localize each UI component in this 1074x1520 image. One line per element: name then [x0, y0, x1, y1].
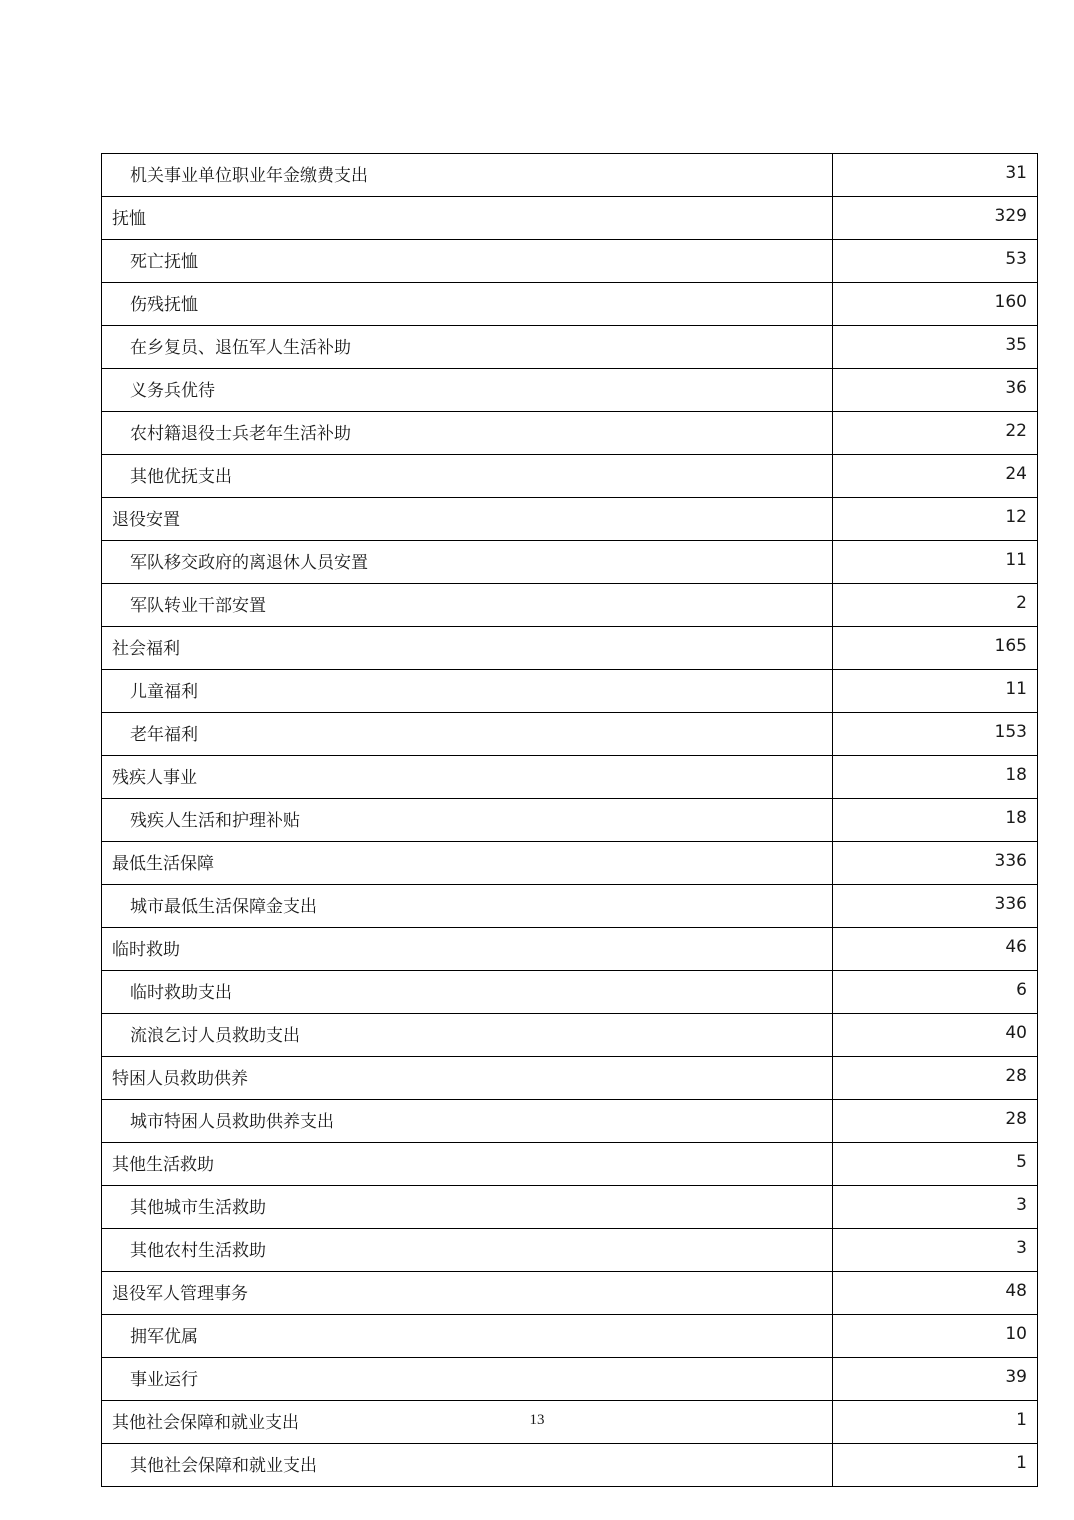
- budget-table-body: [102, 154, 1038, 1487]
- table-row: [102, 584, 1038, 627]
- row-amount: 53: [833, 240, 1038, 283]
- table-row: [102, 1057, 1038, 1100]
- row-item-name: 残疾人事业: [102, 756, 833, 799]
- row-amount: 165: [833, 627, 1038, 670]
- row-amount: 12: [833, 498, 1038, 541]
- row-amount: 28: [833, 1100, 1038, 1143]
- row-item-name: 死亡抚恤: [102, 240, 833, 283]
- row-amount: 31: [833, 154, 1038, 197]
- row-item-name: 临时救助: [102, 928, 833, 971]
- row-amount: 2: [833, 584, 1038, 627]
- table-row: [102, 1186, 1038, 1229]
- row-amount: 3: [833, 1229, 1038, 1272]
- table-row: [102, 1229, 1038, 1272]
- table-row: [102, 1272, 1038, 1315]
- row-amount: 11: [833, 541, 1038, 584]
- row-item-name: 老年福利: [102, 713, 833, 756]
- row-item-name: 抚恤: [102, 197, 833, 240]
- row-item-name: 拥军优属: [102, 1315, 833, 1358]
- table-row: [102, 756, 1038, 799]
- row-amount: 1: [833, 1444, 1038, 1487]
- table-row: [102, 1315, 1038, 1358]
- row-amount: 1: [833, 1401, 1038, 1444]
- table-row: [102, 670, 1038, 713]
- table-row: [102, 627, 1038, 670]
- row-item-name: 残疾人生活和护理补贴: [102, 799, 833, 842]
- row-item-name: 军队移交政府的离退休人员安置: [102, 541, 833, 584]
- row-amount: 329: [833, 197, 1038, 240]
- row-item-name: 义务兵优待: [102, 369, 833, 412]
- row-amount: 48: [833, 1272, 1038, 1315]
- row-amount: 39: [833, 1358, 1038, 1401]
- row-amount: 28: [833, 1057, 1038, 1100]
- row-item-name: 社会福利: [102, 627, 833, 670]
- row-amount: 3: [833, 1186, 1038, 1229]
- table-row: [102, 283, 1038, 326]
- row-amount: 36: [833, 369, 1038, 412]
- row-amount: 18: [833, 756, 1038, 799]
- row-item-name: 其他社会保障和就业支出: [102, 1444, 833, 1487]
- row-item-name: 城市最低生活保障金支出: [102, 885, 833, 928]
- row-amount: 336: [833, 842, 1038, 885]
- table-row: [102, 369, 1038, 412]
- row-item-name: 临时救助支出: [102, 971, 833, 1014]
- table-row: [102, 541, 1038, 584]
- table-row: [102, 197, 1038, 240]
- row-item-name: 军队转业干部安置: [102, 584, 833, 627]
- table-row: [102, 455, 1038, 498]
- row-item-name: 农村籍退役士兵老年生活补助: [102, 412, 833, 455]
- row-item-name: 事业运行: [102, 1358, 833, 1401]
- table-row: [102, 799, 1038, 842]
- table-row: [102, 240, 1038, 283]
- row-amount: 46: [833, 928, 1038, 971]
- table-row: [102, 498, 1038, 541]
- table-row: [102, 154, 1038, 197]
- row-item-name: 特困人员救助供养: [102, 1057, 833, 1100]
- row-item-name: 其他生活救助: [102, 1143, 833, 1186]
- table-row: [102, 412, 1038, 455]
- row-amount: 18: [833, 799, 1038, 842]
- table-row: [102, 326, 1038, 369]
- row-amount: 22: [833, 412, 1038, 455]
- table-row: [102, 885, 1038, 928]
- budget-table: [101, 153, 1038, 1487]
- row-amount: 160: [833, 283, 1038, 326]
- table-row: [102, 1100, 1038, 1143]
- row-amount: 35: [833, 326, 1038, 369]
- row-item-name: 其他城市生活救助: [102, 1186, 833, 1229]
- row-amount: 336: [833, 885, 1038, 928]
- table-row: [102, 1014, 1038, 1057]
- row-item-name: 机关事业单位职业年金缴费支出: [102, 154, 833, 197]
- table-row: [102, 928, 1038, 971]
- table-row: [102, 1143, 1038, 1186]
- row-amount: 40: [833, 1014, 1038, 1057]
- table-row: [102, 842, 1038, 885]
- row-item-name: 伤残抚恤: [102, 283, 833, 326]
- table-row: [102, 1444, 1038, 1487]
- row-item-name: 其他优抚支出: [102, 455, 833, 498]
- row-item-name: 其他农村生活救助: [102, 1229, 833, 1272]
- row-item-name: 在乡复员、退伍军人生活补助: [102, 326, 833, 369]
- row-amount: 10: [833, 1315, 1038, 1358]
- row-item-name: 流浪乞讨人员救助支出: [102, 1014, 833, 1057]
- row-amount: 153: [833, 713, 1038, 756]
- table-row: [102, 713, 1038, 756]
- row-amount: 5: [833, 1143, 1038, 1186]
- table-row: [102, 971, 1038, 1014]
- row-item-name: 退役军人管理事务: [102, 1272, 833, 1315]
- row-item-name: 退役安置: [102, 498, 833, 541]
- row-item-name: 最低生活保障: [102, 842, 833, 885]
- page-number: 13: [529, 1412, 545, 1428]
- row-amount: 11: [833, 670, 1038, 713]
- row-item-name: 儿童福利: [102, 670, 833, 713]
- row-amount: 24: [833, 455, 1038, 498]
- table-row: [102, 1358, 1038, 1401]
- row-amount: 6: [833, 971, 1038, 1014]
- row-item-name: 其他社会保障和就业支出: [102, 1401, 833, 1444]
- row-item-name: 城市特困人员救助供养支出: [102, 1100, 833, 1143]
